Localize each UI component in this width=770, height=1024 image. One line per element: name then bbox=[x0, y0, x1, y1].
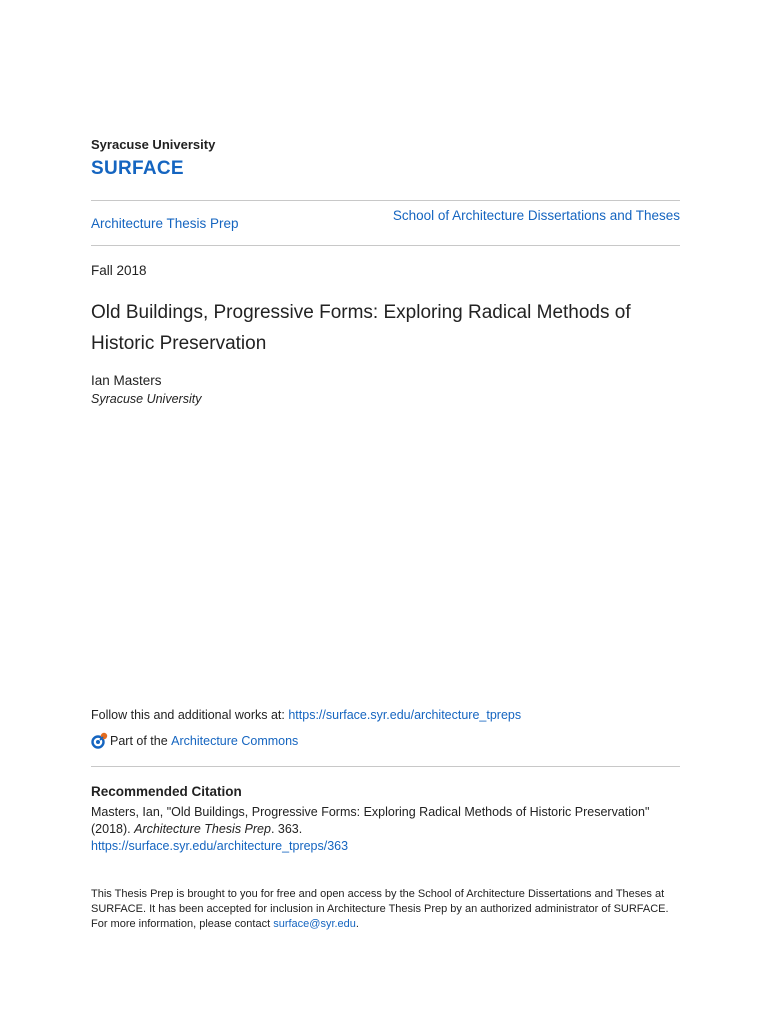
citation-journal: Architecture Thesis Prep bbox=[134, 822, 271, 836]
collection-link-school[interactable]: School of Architecture Dissertations and Theses bbox=[392, 208, 680, 223]
institution-name: Syracuse University bbox=[91, 137, 216, 152]
divider-middle bbox=[91, 245, 680, 246]
cover-page bbox=[91, 0, 680, 1024]
access-statement-text: This Thesis Prep is brought to you for free and open access by the School of Architecture Dissertations and Theses at SURFACE. It has been accepted for inclusion in Architecture Thesis Prep by an authorized administrator of SURFACE. For more information, please contact bbox=[91, 888, 669, 930]
part-of-line bbox=[91, 732, 298, 749]
citation-heading: Recommended Citation bbox=[91, 784, 242, 799]
divider-top bbox=[91, 200, 680, 201]
citation-url-link[interactable]: https://surface.syr.edu/architecture_tpreps/363 bbox=[91, 839, 349, 853]
author-name: Ian Masters bbox=[91, 373, 162, 388]
author-affiliation: Syracuse University bbox=[91, 392, 202, 406]
publication-date: Fall 2018 bbox=[91, 263, 147, 278]
commons-network-icon bbox=[91, 732, 108, 749]
commons-link[interactable]: Architecture Commons bbox=[171, 733, 299, 748]
contact-email-link[interactable]: surface@syr.edu bbox=[273, 918, 356, 930]
follow-line bbox=[91, 708, 521, 722]
collection-link-thesis-prep[interactable]: Architecture Thesis Prep bbox=[91, 216, 239, 231]
citation-block bbox=[91, 804, 680, 855]
citation-number: . 363. bbox=[270, 822, 303, 836]
access-statement bbox=[91, 887, 680, 932]
divider-citation bbox=[91, 766, 680, 767]
repository-link[interactable]: SURFACE bbox=[91, 158, 184, 179]
citation-text: Masters, Ian, "Old Buildings, Progressive Forms: Exploring Radical Methods of Historic Preservation" (2018). bbox=[91, 805, 650, 836]
follow-prefix: Follow this and additional works at: bbox=[91, 708, 285, 722]
access-statement-end: . bbox=[355, 918, 359, 930]
document-title: Old Buildings, Progressive Forms: Exploring Radical Methods of Historic Preservation bbox=[91, 302, 631, 354]
part-of-prefix: Part of the bbox=[110, 733, 168, 748]
follow-url-link[interactable]: https://surface.syr.edu/architecture_tpreps bbox=[288, 708, 522, 722]
